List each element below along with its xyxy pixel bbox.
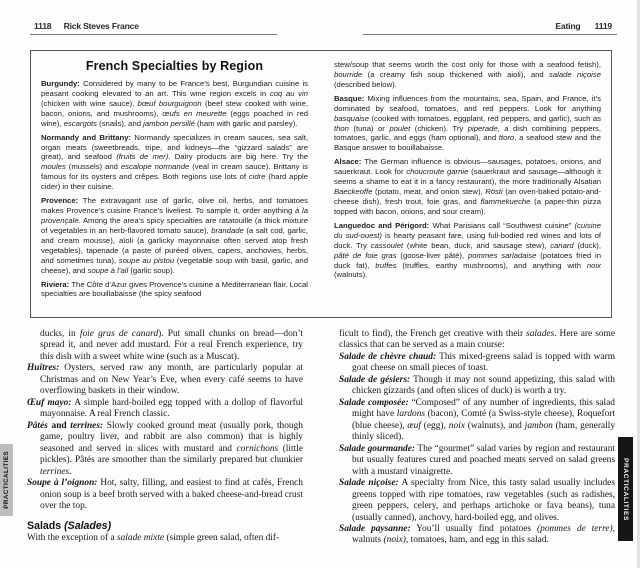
box-title: French Specialties by Region bbox=[85, 59, 264, 73]
section-tab-right-label: PRACTICALITIES bbox=[622, 457, 629, 521]
body-entry-salade-gesiers: Salade de gésiers: Though it may not sound appetizing, this salad with chicken gizzards (and often slices of duck) is worth a try. bbox=[339, 374, 615, 397]
chapter-title: Eating bbox=[555, 21, 581, 31]
section-tab-practicalities-left bbox=[0, 444, 13, 516]
section-tab-practicalities-right bbox=[618, 437, 633, 541]
body-entry-oeuf-mayo: Œuf mayo: A simple hard-boiled egg topped with a dollop of flavorful mayonnaise. A real French classic. bbox=[27, 397, 303, 420]
running-header-right bbox=[555, 21, 616, 31]
box-column-right bbox=[334, 57, 601, 311]
box-paragraph-basque: Basque: Mixing influences from the mountains, sea, Spain, and France, it’s dominated by seafood, tomatoes, and red peppers. Look for anything basquaise (cooked with tomatoes, eggplant, red peppers, and garlic), such as thon (tuna) or poulet (chicken). Try piperade, a dish combining peppers, tomatoes, garlic, and eggs (ham optional), and ttoro, a seafood stew and the Basque answer to bouillabaisse. bbox=[334, 93, 602, 153]
body-column-left bbox=[27, 329, 303, 547]
page-number-left: 1118 bbox=[34, 21, 52, 31]
box-paragraph-burgundy: Burgundy: Considered by many to be France’s best, Burgundian cuisine is peasant cooking elevated to an art. This wine region excels in coq au vin (chicken with wine sauce), bœuf bourguignon (beef stew cooked with wine, bacon, onions, and mushrooms), œufs en meurette (eggs poached in red wine), escargots (snails), and jambon persillé (ham with garlic and parsley). bbox=[41, 79, 309, 128]
box-paragraph-normandy-brittany: Normandy and Brittany: Normandy specializes in cream sauces, sea salt, organ meats (sweetbreads, tripe, and kidneys—the “gizzard salads” are great), and seafood (fruits de mer). Dairy products are big here. Try the moules (mussels) and escalope normande (veal in cream sauce). Brittany is famous for its oysters and crêpes. Both regions use lots of cidre (hard apple cider) in their cuisine. bbox=[41, 132, 308, 192]
box-paragraph-riviera-continued: stew/soup that seems worth the cost only for those with a seafood fetish), bourride (a creamy fish soup thickened with aioli), and salade niçoise (described below). bbox=[334, 60, 601, 89]
body-entry-salade-composee: Salade composée: “Composed” of any number of ingredients, this salad might have lardons (bacon), Comté (a Swiss-style cheese), Roquefort (blue cheese), œuf (egg), noix (walnuts), and jambon (ham, generally thinly sliced). bbox=[339, 397, 616, 443]
body-entry-salade-gourmande: Salade gourmande: The “gourmet” salad varies by region and restaurant but usually features cured and poached meats served on salad greens with a mustard vinaigrette. bbox=[339, 443, 615, 477]
body-text bbox=[27, 329, 615, 547]
salads-intro: With the exception of a salade mixte (simple green salad, often dif- bbox=[27, 533, 280, 544]
page-number-right: 1119 bbox=[594, 21, 612, 31]
box-paragraph-riviera: Riviera: The Côte d’Azur gives Provence’s cuisine a Mediterranean flair. Local specialties are bouillabaisse (the spicy seafood bbox=[41, 279, 308, 299]
body-entry-pates-terrines: Pâtés and terrines: Slowly cooked ground meat (usually pork, though game, poultry liver, and rabbit are also common) that is highly seasoned and served in slices with mustard and cornichons (little pickles). Pâtés are smoother than the similarly prepared but chunkier terrines. bbox=[27, 420, 303, 477]
book-title: Rick Steves France bbox=[63, 21, 139, 31]
running-header-left bbox=[30, 21, 139, 31]
box-column-left bbox=[41, 57, 308, 311]
body-entry-salade-paysanne: Salade paysanne: You’ll usually find potatoes (pommes de terre), walnuts (noix), tomatoes, ham, and egg in this salad. bbox=[339, 523, 615, 546]
body-entry-salade-nicoise: Salade niçoise: A specialty from Nice, this tasty salad usually includes greens topped with ripe tomatoes, raw vegetables (such as radishes, green peppers, celery, and perhaps artichoke or fava beans), tuna (usually canned), anchovy, hard-boiled egg, and olives. bbox=[339, 478, 615, 523]
box-paragraph-alsace: Alsace: The German influence is obvious—sausages, potatoes, onions, and sauerkraut. Look for choucroute garnie (sauerkraut and sausage—although it seems a shame to eat it in a fancy restaurant), the more traditionally Alsatian Baeckeoffe (potato, meat, and onion stew), Rösti (an oven-baked potato-and-cheese dish), fresh trout, foie gras, and flammekueche (a paper-thin pizza topped with bacon, onions, and sour cream). bbox=[334, 157, 601, 216]
header-rule-right bbox=[363, 34, 617, 35]
body-entry-huitres: Huîtres: Oysters, served raw any month, are particularly popular at Christmas and on New Year’s Eve, when every café seems to have overflowing baskets in their window. bbox=[27, 363, 303, 397]
specialties-sidebar-box bbox=[30, 50, 612, 318]
body-paragraph-continuation: ducks, in foie gras de canard). Put small chunks on bread—don’t spread it, and never add mustard. For a real French experience, try this dish with a sweet white wine (such as a Muscat). bbox=[40, 329, 303, 362]
salads-section-heading: Salads (Salades) bbox=[27, 519, 112, 532]
body-entry-soupe-oignon: Soupe à l’oignon: Hot, salty, filling, and easiest to find at cafés, French onion soup is a beef broth served with a baked cheese-and-bread crust over the top. bbox=[27, 478, 303, 512]
body-column-right bbox=[339, 329, 615, 547]
box-paragraph-provence: Provence: The extravagant use of garlic, olive oil, herbs, and tomatoes makes Provence’s cuisine France’s liveliest. To sample it, order anything à la provençale. Among the area’s spicy specialties are ratatouille (a thick mixture of vegetables in an herb-flavored tomato sauce), brandade (a salt cod, garlic, and cream mousse), aïoli (a garlicky mayonnaise often served atop fresh vegetables), tapenade (a paste of puréed olives, capers, anchovies, herbs, and sometimes tuna), soupe au pistou (vegetable soup with basil, garlic, and cheese), and soupe à l’ail (garlic soup). bbox=[41, 196, 309, 275]
box-paragraph-languedoc-perigord: Languedoc and Périgord: What Parisians call “Southwest cuisine” (cuisine du sud-ouest) is hearty peasant fare, using full-bodied red wines and lots of duck. Try cassoulet (white bean, duck, and sausage stew), canard (duck), pâté de foie gras (goose-liver pâté), pommes sarladaise (potatoes fried in duck fat), truffes (truffles, earthy mushrooms), and anything with noix (walnuts). bbox=[334, 220, 602, 280]
header-rule-left bbox=[30, 34, 277, 35]
section-tab-left-label: PRACTICALITIES bbox=[3, 451, 10, 509]
body-entry-salade-chevre-chaud: Salade de chèvre chaud: This mixed-greens salad is topped with warm goat cheese on small pieces of toast. bbox=[339, 351, 615, 374]
salads-intro-continuation: ficult to find), the French get creative with their salades. Here are some classics that can be served as a main course: bbox=[339, 329, 616, 351]
